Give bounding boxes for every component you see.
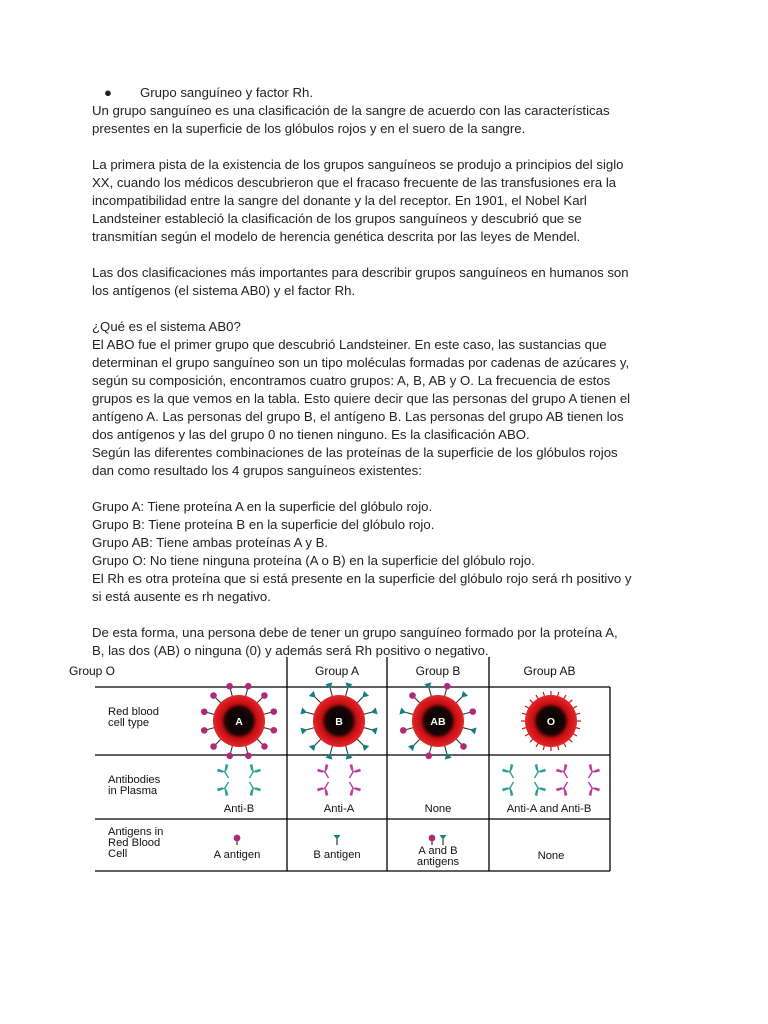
antibody-icon	[217, 779, 234, 796]
red-blood-cell-b	[300, 682, 377, 759]
antigens-row	[234, 835, 447, 845]
paragraph: Grupo A: Tiene proteína A en la superficie del glóbulo rojo. Grupo B: Tiene proteína B en la superficie del glóbulo rojo. Grupo AB: Tiene ambas proteínas A y B. Grupo O: No tiene ninguna proteína (A o B) en la superficie del glóbulo rojo. El Rh es otra proteína que si está presente en la superficie del glóbulo rojo será rh positivo y si está ausente es rh negativo.	[92, 499, 632, 604]
antibody-label: Anti-A and Anti-B	[506, 803, 592, 815]
column-header: Group O	[68, 664, 116, 678]
antibody-icon	[583, 779, 600, 796]
antibody-icon	[344, 764, 361, 781]
antibody-icon	[317, 764, 334, 781]
paragraph: Las dos clasificaciones más importantes para describir grupos sanguíneos en humanos son los antígenos (el sistema AB0) y el factor Rh.	[92, 265, 629, 298]
paragraph: ¿Qué es el sistema AB0? El ABO fue el primer grupo que descubrió Landsteiner. En este caso, las sustancias que determinan el grupo sanguíneo son un tipo moléculas formadas por cadenas de azúcares y, según su composición, encontramos cuatro grupos: A, B, AB y O. La frecuencia de estos grupos es la que vemos en la tabla. Esto quiere decir que las personas del grupo A tienen el antígeno A. Las personas del grupo B, el antígeno B. Las personas del grupo AB tienen los dos antígenos y las del grupo 0 no tienen ninguno. Es la clasificación ABO. Según las diferentes combinaciones de las proteínas de la superficie de los glóbulos rojos dan como resultado los 4 grupos sanguíneos existentes:	[92, 319, 631, 478]
cell-type-label: AB	[430, 716, 446, 728]
antigen-b-icon	[440, 835, 447, 840]
cell-type-label: A	[235, 716, 243, 728]
row-label: Antigens in	[108, 826, 164, 838]
row-label: Antibodies	[108, 774, 161, 786]
bullet-icon: ●	[104, 85, 112, 100]
antibody-label: None	[424, 803, 452, 815]
column-header: Group A	[314, 664, 360, 678]
red-blood-cell-ab	[399, 682, 476, 759]
antibody-icon	[502, 764, 519, 781]
antibody-icon	[529, 764, 546, 781]
section-heading	[92, 84, 692, 102]
red-blood-cell-o	[521, 691, 581, 751]
paragraph: Un grupo sanguíneo es una clasificación de la sangre de acuerdo con las características presentes en la superficie de los glóbulos rojos y en el suero de la sangre.	[92, 103, 610, 136]
antibody-icon	[502, 779, 519, 796]
antibody-label: Anti-A	[323, 803, 355, 815]
cell-type-label: O	[546, 716, 556, 728]
antibody-icon	[344, 779, 361, 796]
antibody-label: Anti-B	[223, 803, 255, 815]
paragraph: De esta forma, una persona debe de tener un grupo sanguíneo formado por la proteína A, B, las dos (AB) o ninguna (0) y además será Rh positivo o negativo.	[92, 625, 618, 658]
antigen-a-icon	[429, 835, 436, 842]
antigen-label: A and B	[418, 845, 458, 857]
antigen-label: antigens	[416, 856, 460, 868]
antibody-icon	[529, 779, 546, 796]
blood-group-figure	[68, 657, 622, 877]
antigen-label: None	[537, 850, 565, 862]
antibody-icon	[244, 764, 261, 781]
document-body	[92, 84, 692, 660]
row-label: cell type	[108, 717, 150, 729]
antigen-b-icon	[334, 835, 341, 840]
antibody-icon	[317, 779, 334, 796]
row-label: Red Blood	[108, 837, 161, 849]
antibody-icon	[556, 779, 573, 796]
blood-group-table	[68, 657, 622, 882]
row-label: in Plasma	[108, 785, 158, 797]
antibodies-row	[217, 764, 600, 796]
row-label: Red blood	[108, 706, 160, 718]
heading-text: Grupo sanguíneo y factor Rh.	[140, 85, 314, 100]
column-header: Group AB	[523, 664, 576, 678]
row-label: Cell	[108, 848, 128, 860]
paragraph: La primera pista de la existencia de los grupos sanguíneos se produjo a principios del siglo XX, cuando los médicos descubrieron que el fracaso frecuente de las transfusiones era la incompatibilidad entre la sangre del donante y la del receptor. En 1901, el Nobel Karl Landsteiner estableció la clasificación de los grupos sanguíneos y descubrió que se transmitían según el modelo de herencia genética descrita por las leyes de Mendel.	[92, 157, 624, 244]
antibody-icon	[217, 764, 234, 781]
antibody-icon	[583, 764, 600, 781]
antigen-label: B antigen	[313, 849, 361, 861]
antibody-icon	[556, 764, 573, 781]
antigen-label: A antigen	[213, 849, 261, 861]
antigen-a-icon	[234, 835, 241, 842]
cell-type-label: B	[335, 716, 343, 728]
red-blood-cell-a	[201, 683, 277, 759]
antibody-icon	[244, 779, 261, 796]
column-header: Group B	[415, 664, 461, 678]
